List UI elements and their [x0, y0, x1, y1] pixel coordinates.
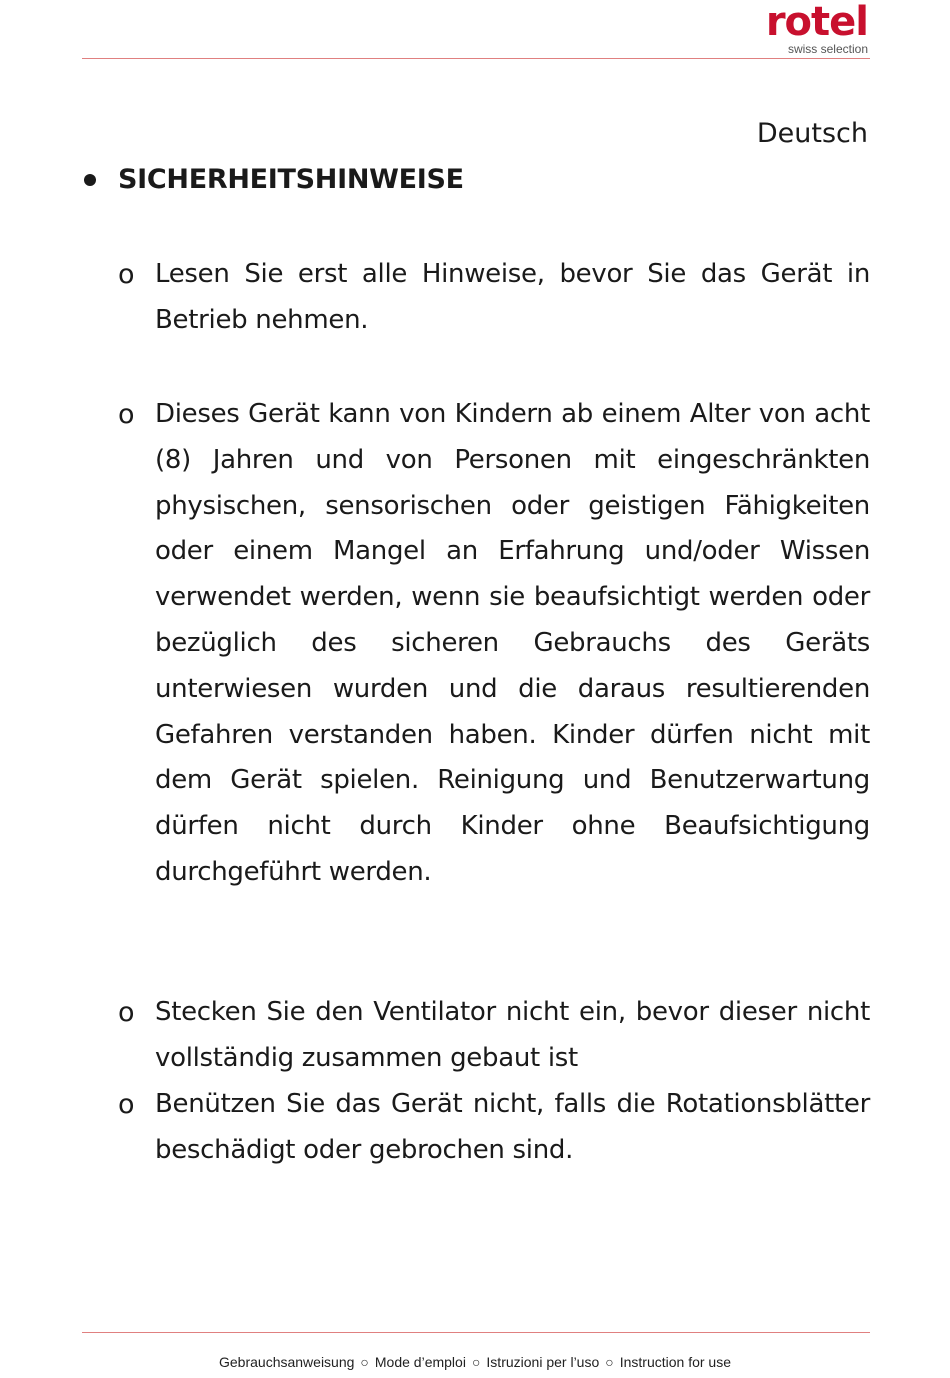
- rotel-logo: [718, 0, 870, 56]
- bullet-icon: [84, 174, 96, 186]
- logo-tagline: swiss selection: [787, 42, 868, 56]
- footer: [0, 1352, 950, 1372]
- list-item: [118, 990, 870, 1082]
- footer-separator: ○: [471, 1354, 481, 1370]
- list-marker: o: [118, 399, 135, 430]
- logo-brand: rotel: [765, 0, 868, 45]
- list-item-text: Stecken Sie den Ventilator nicht ein, bevor dieser nicht vollständig zusammen gebaut ist: [155, 997, 870, 1073]
- list-marker: o: [118, 1089, 135, 1120]
- list-item: [118, 392, 870, 896]
- list-item: [118, 1082, 870, 1174]
- section-heading-row: [82, 162, 870, 198]
- list-item-text: Benützen Sie das Gerät nicht, falls die Rotationsblätter beschädigt oder gebrochen sind.: [155, 1089, 870, 1165]
- footer-item: Mode d’emploi: [374, 1354, 466, 1370]
- list-item-text: Lesen Sie erst alle Hinweise, bevor Sie das Gerät in Betrieb nehmen.: [155, 259, 870, 335]
- footer-separator: ○: [605, 1354, 614, 1370]
- list-marker: o: [118, 259, 135, 290]
- list-item-text: Dieses Gerät kann von Kindern ab einem Alter von acht (8) Jahren und von Personen mit eingeschränkten physischen, sensorischen oder geistigen Fähigkeiten oder einem Mangel an Erfahrung und/oder Wissen verwendet werden, wenn sie beaufsichtigt werden oder bezüglich des sicheren Gebrauchs des Geräts unterwiesen wurden und die daraus resultierenden Gefahren verstanden haben. Kinder dürfen nicht mit dem Gerät spielen. Reinigung und Benutzerwartung dürfen nicht durch Kinder ohne Beaufsichtigung durchgeführt werden.: [155, 399, 870, 887]
- footer-item: Instruction for use: [619, 1354, 731, 1370]
- footer-separator: ○: [360, 1354, 369, 1370]
- list-marker: o: [118, 997, 135, 1028]
- footer-divider: [82, 1332, 870, 1333]
- header-divider: [82, 58, 870, 59]
- footer-item: Istruzioni per l’uso: [486, 1354, 600, 1370]
- section-heading: SICHERHEITSHINWEISE: [118, 164, 464, 195]
- language-label: Deutsch: [756, 118, 868, 149]
- footer-item: Gebrauchsanweisung: [219, 1354, 355, 1370]
- list-item: [118, 252, 870, 344]
